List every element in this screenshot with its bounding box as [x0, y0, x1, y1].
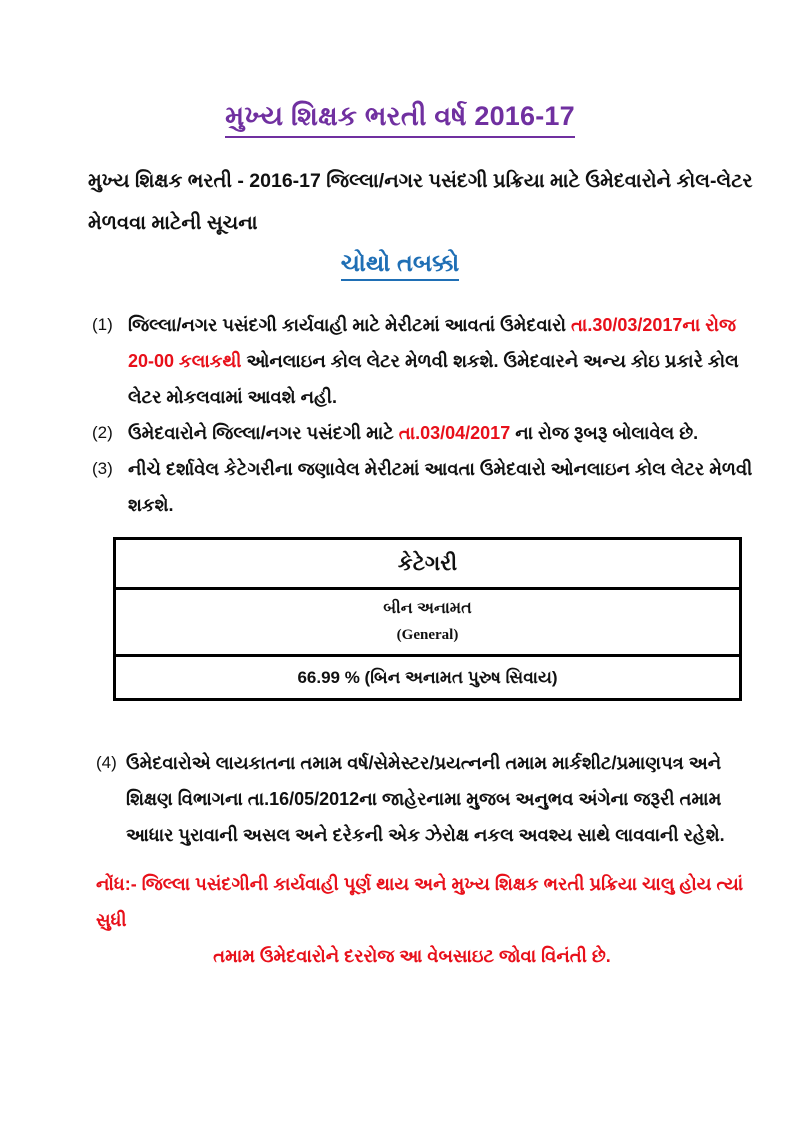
table-header-cell: કેટેગરી — [115, 539, 741, 589]
list-item-text: જિલ્લા/નગર પસંદગી કાર્યવાહી માટે મેરીટમાં આવતાં ઉમેદવારો — [128, 315, 571, 335]
highlight-text: તા.03/04/2017 — [398, 423, 511, 443]
footer-note-line-2: તમામ ઉમેદવારોને દરરોજ આ વેબસાઇટ જોવા વિનંતી છે. — [213, 946, 611, 966]
category-table — [113, 537, 742, 701]
list-item — [96, 745, 768, 853]
list-item-text: ના રોજ રૂબરૂ બોલાવેલ છે. — [510, 423, 699, 443]
list-item-text: ઓનલાઇન કોલ લેટર મેળવી શકશે. ઉમેદવારને અન્ય કોઇ પ્રકારે કોલ લેટર મોકલવામાં આવશે નહી. — [128, 351, 739, 407]
category-name-english: (General) — [396, 626, 459, 643]
list-item-text: ઉમેદવારોને જિલ્લા/નગર પસંદગી માટે — [128, 423, 399, 443]
list-item — [92, 451, 762, 523]
list-item-body — [128, 451, 762, 523]
list-item-body — [128, 415, 762, 451]
list-item-number: (1) — [92, 315, 113, 334]
footer-note-line-1: નોંધ:- જિલ્લા પસંદગીની કાર્યવાહી પૂર્ણ થાય અને મુખ્ય શિક્ષક ભરતી પ્રક્રિયા ચાલુ હોય ત્યાં સુધી — [96, 874, 744, 930]
list-item-body: ઉમેદવારોએ લાયકાતના તમામ વર્ષ/સેમેસ્ટર/પ્રયત્નની તમામ માર્કશીટ/પ્રમાણપત્ર અને શિક્ષણ વિભાગના તા.16/05/2012ના જાહેરનામા મુજબ અનુભવ અંગેના જરૂરી તમામ આધાર પુરાવાની અસલ અને દરેકની એક ઝેરોક્ષ નકલ અવશ્ય સાથે લાવવાની રહેશે. — [126, 753, 725, 845]
list-item-text: નીચે દર્શાવેલ કેટેગરીના જણાવેલ મેરીટમાં આવતા ઉમેદવારો ઓનલાઇન કોલ લેટર મેળવી શકશે. — [128, 459, 753, 515]
table-row — [115, 656, 741, 700]
list-item-number: (3) — [92, 459, 113, 478]
page-title-text: મુખ્ય શિક્ષક ભરતી વર્ષ 2016-17 — [225, 100, 575, 138]
category-name: બીન અનામત — [383, 599, 472, 617]
table-row — [115, 539, 741, 589]
section-heading-text: ચોથો તબક્કો — [341, 250, 460, 281]
highlight-text: તા.30/03/2017ના રોજ 20-00 કલાકથી — [128, 315, 737, 371]
footer-note — [96, 866, 768, 974]
table-cell-percentage: 66.99 % (બિન અનામત પુરુષ સિવાય) — [115, 656, 741, 700]
table-cell-category — [115, 589, 741, 656]
numbered-list — [92, 307, 762, 523]
subtitle-paragraph: મુખ્ય શિક્ષક ભરતી - 2016-17 જિલ્લા/નગર પસંદગી પ્રક્રિયા માટે ઉમેદવારોને કોલ-લેટર મેળવવા માટેની સૂચના — [88, 170, 753, 234]
list-item-number: (4) — [96, 753, 117, 772]
list-item — [92, 307, 762, 415]
section-heading — [0, 250, 800, 281]
list-item-body — [128, 307, 762, 415]
list-item-number: (2) — [92, 423, 113, 442]
table-row — [115, 589, 741, 656]
list-item — [92, 415, 762, 451]
page-title — [0, 100, 800, 138]
